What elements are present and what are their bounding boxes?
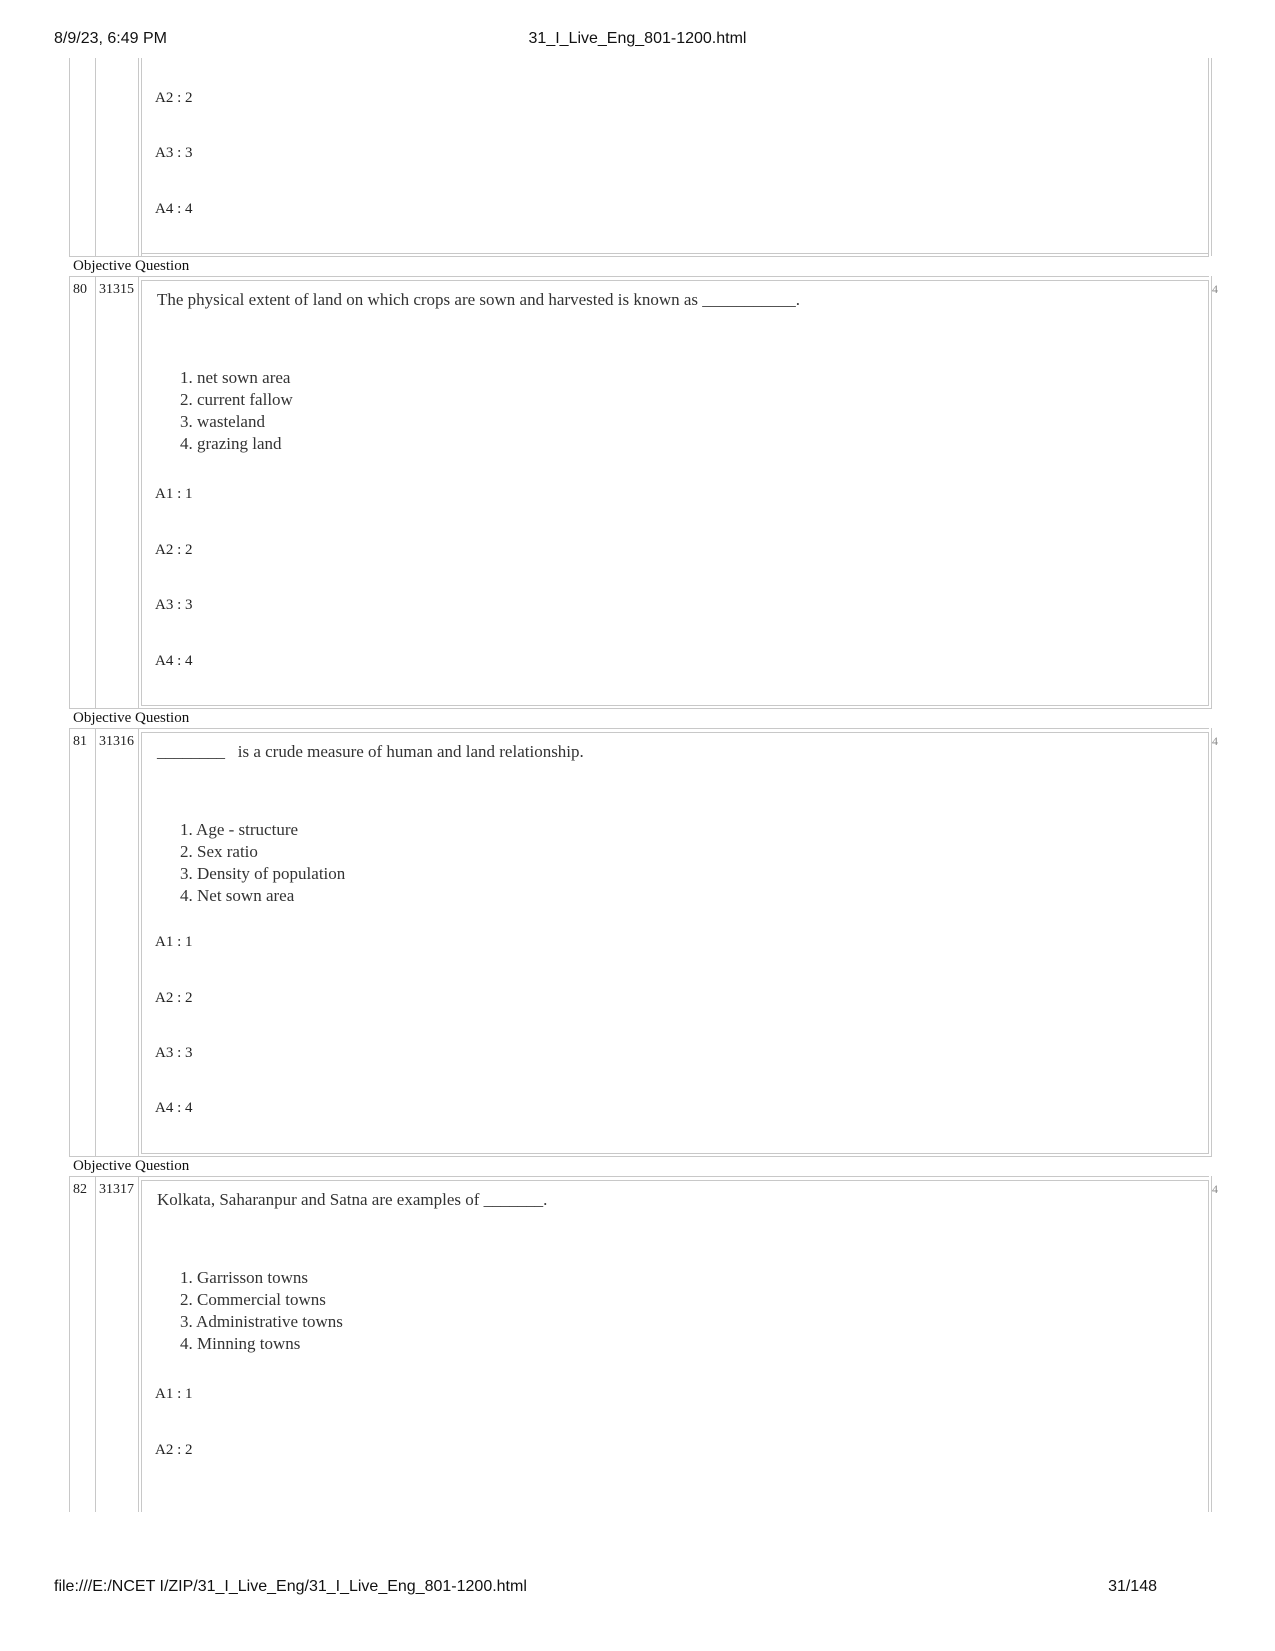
question-text: Kolkata, Saharanpur and Satna are examples of _______. <box>157 1190 548 1209</box>
answer-a2: A2 : 2 <box>155 1442 193 1458</box>
page-number: 31/148 <box>1108 1578 1157 1595</box>
options-list <box>180 367 293 455</box>
answer-a4: A4 : 4 <box>155 201 193 217</box>
truncated-edge-mark: 4 <box>1212 1182 1218 1196</box>
print-title: 31_I_Live_Eng_801-1200.html <box>528 30 747 47</box>
option-3: 3. wasteland <box>180 412 265 431</box>
option-1: 1. Age - structure <box>180 820 299 839</box>
option-3: 3. Administrative towns <box>180 1312 343 1331</box>
question-id: 31316 <box>99 734 134 749</box>
truncated-edge-mark: 4 <box>1212 282 1218 296</box>
option-4: 4. Minning towns <box>180 1334 301 1353</box>
answer-a1: A1 : 1 <box>155 1386 193 1402</box>
option-4: 4. grazing land <box>180 434 282 453</box>
question-text: The physical extent of land on which crops are sown and harvested is known as ___________. <box>157 290 801 309</box>
answer-a2: A2 : 2 <box>155 90 193 106</box>
question-id: 31317 <box>99 1182 134 1197</box>
option-2: 2. Commercial towns <box>180 1290 326 1309</box>
print-datetime: 8/9/23, 6:49 PM <box>54 30 167 47</box>
answer-a2: A2 : 2 <box>155 542 193 558</box>
answer-a3: A3 : 3 <box>155 145 193 161</box>
option-3: 3. Density of population <box>180 864 346 883</box>
section-label: Objective Question <box>73 258 190 274</box>
answer-a4: A4 : 4 <box>155 653 193 669</box>
option-1: 1. Garrisson towns <box>180 1268 308 1287</box>
answer-a1: A1 : 1 <box>155 486 193 502</box>
section-label: Objective Question <box>73 710 190 726</box>
options-list <box>180 1267 343 1355</box>
option-1: 1. net sown area <box>180 368 291 387</box>
option-2: 2. current fallow <box>180 390 293 409</box>
option-4: 4. Net sown area <box>180 886 295 905</box>
answer-a2: A2 : 2 <box>155 990 193 1006</box>
answer-a1: A1 : 1 <box>155 934 193 950</box>
question-number: 82 <box>73 1182 87 1197</box>
question-number: 81 <box>73 734 87 749</box>
answer-a3: A3 : 3 <box>155 1045 193 1061</box>
answer-a4: A4 : 4 <box>155 1100 193 1116</box>
option-2: 2. Sex ratio <box>180 842 258 861</box>
section-label: Objective Question <box>73 1158 190 1174</box>
question-text: ________ is a crude measure of human and land relationship. <box>157 742 584 761</box>
options-list <box>180 819 345 907</box>
question-number: 80 <box>73 282 87 297</box>
truncated-edge-mark: 4 <box>1212 734 1218 748</box>
print-file-path: file:///E:/NCET I/ZIP/31_I_Live_Eng/31_I_Live_Eng_801-1200.html <box>54 1578 527 1595</box>
answer-a3: A3 : 3 <box>155 597 193 613</box>
question-id: 31315 <box>99 282 134 297</box>
